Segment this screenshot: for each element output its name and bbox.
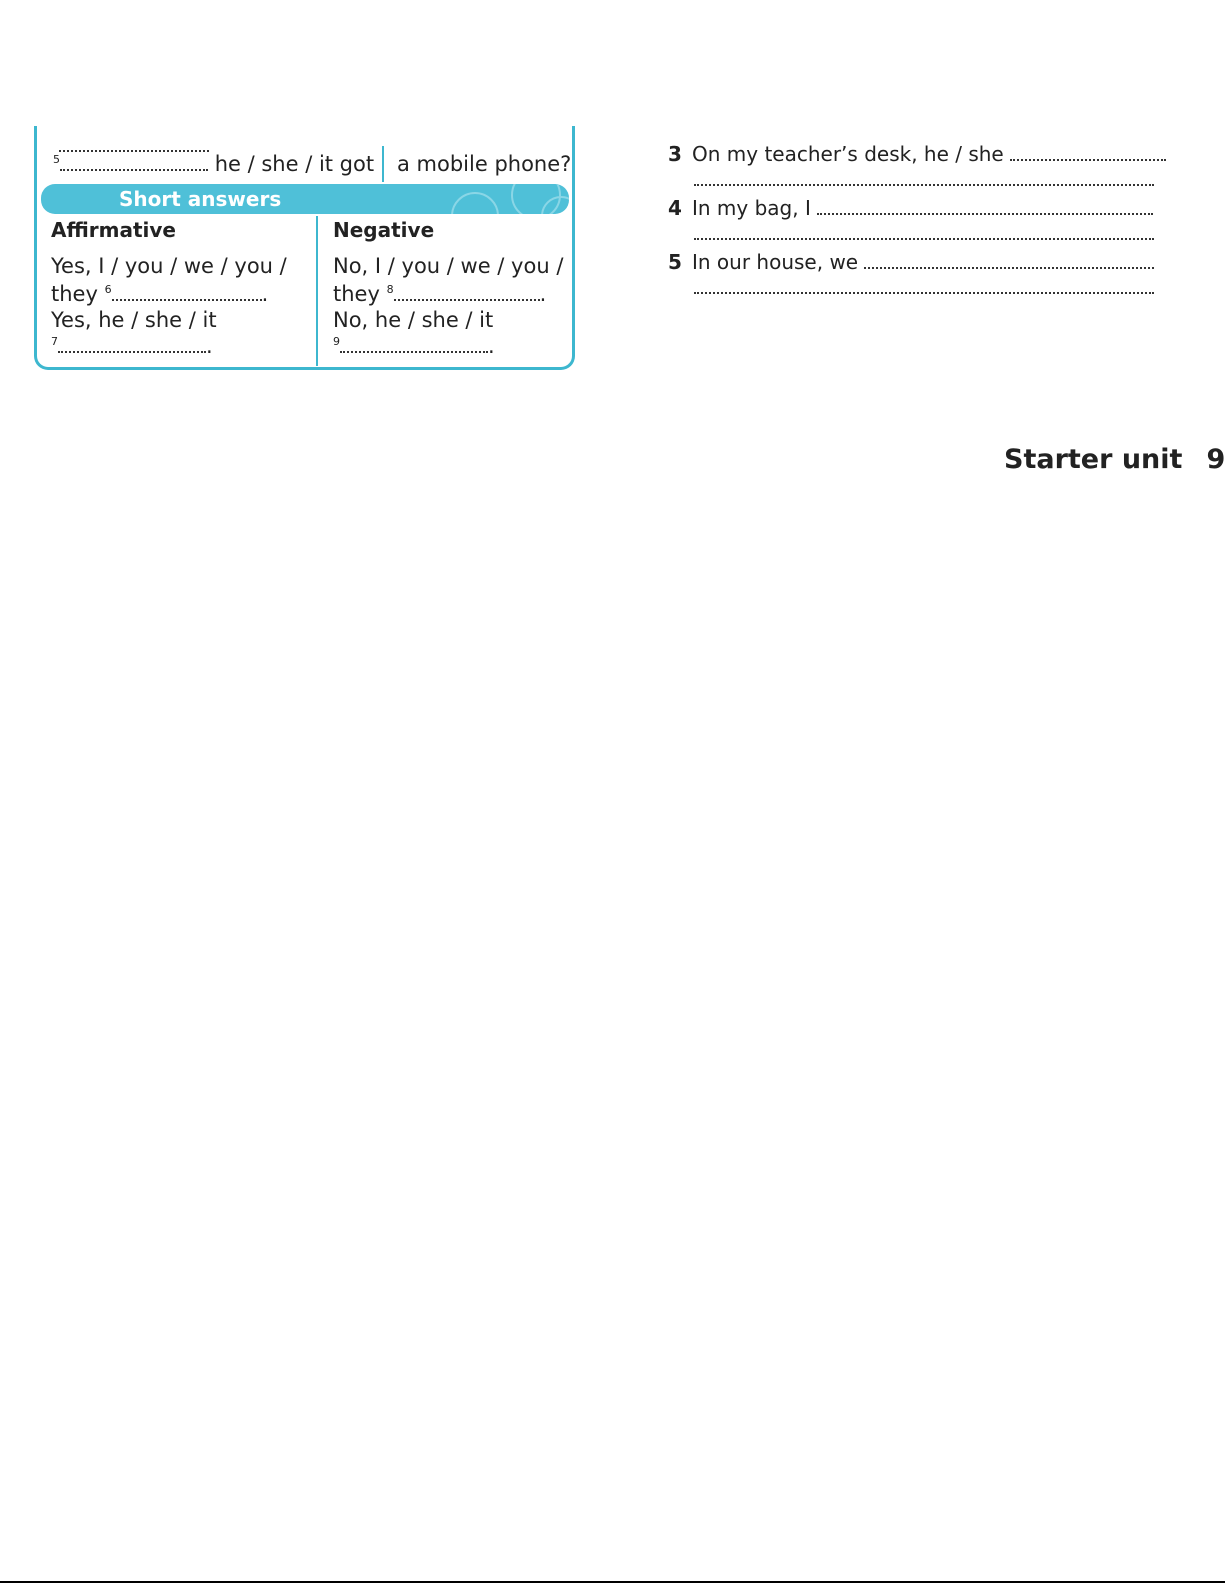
answer-line[interactable] [864,252,1154,269]
question-row-5 [53,152,374,176]
grammar-box [34,126,575,370]
answer-line[interactable] [817,198,1153,215]
affirmative-line-2: they $^6$ . [51,282,269,306]
affirmative-line-3: Yes, he / she / it [51,308,217,332]
pronoun-text: they [333,282,380,306]
answer-gap-8[interactable] [394,283,540,301]
page-number: 9 [1206,444,1225,475]
gap-number: 7 [51,335,58,348]
page-footer [1004,444,1225,475]
decorative-circle [451,192,499,214]
item-prompt: In our house, we [692,250,859,274]
item-prompt: In my bag, I [692,196,811,220]
column-divider [316,216,318,366]
affirmative-line-1: Yes, I / you / we / you / [51,254,287,278]
affirmative-heading: Affirmative [51,218,176,242]
answer-gap-6[interactable] [112,283,262,301]
column-divider [382,146,384,182]
negative-line-4: $^9$ . [333,334,495,358]
exercise-item-5 [668,250,1154,274]
affirmative-line-4: $^7$ . [51,334,213,358]
gap-number: 6 [104,283,112,296]
negative-line-3: No, he / she / it [333,308,494,332]
cropped-answer-line [59,138,209,152]
item-prompt: On my teacher’s desk, he / she [692,142,1004,166]
gap-number: 9 [333,335,340,348]
item-number: 4 [668,196,682,220]
item-number: 3 [668,142,682,166]
exercise-item-4 [668,196,1153,220]
answer-line[interactable] [1010,144,1166,161]
item-number: 5 [668,250,682,274]
answer-gap-7[interactable] [58,335,206,353]
short-answers-title: Short answers [119,187,282,211]
negative-line-1: No, I / you / we / you / [333,254,564,278]
question-text: he / she / it got [214,152,375,176]
pronoun-text: they [51,282,98,306]
exercise-item-3 [668,142,1166,166]
negative-line-2: they $^8$ . [333,282,547,306]
gap-number: 5 [53,153,60,166]
answer-line-continuation[interactable] [694,238,1154,240]
unit-label: Starter unit [1004,444,1183,475]
answer-gap-5[interactable] [60,153,208,171]
gap-number: 8 [386,283,394,296]
bottom-border [0,1581,1225,1583]
short-answers-header [41,184,569,214]
answer-line-continuation[interactable] [694,292,1154,294]
answer-line-continuation[interactable] [694,184,1154,186]
answer-gap-9[interactable] [340,335,488,353]
negative-heading: Negative [333,218,435,242]
question-ending: a mobile phone? [397,152,572,176]
